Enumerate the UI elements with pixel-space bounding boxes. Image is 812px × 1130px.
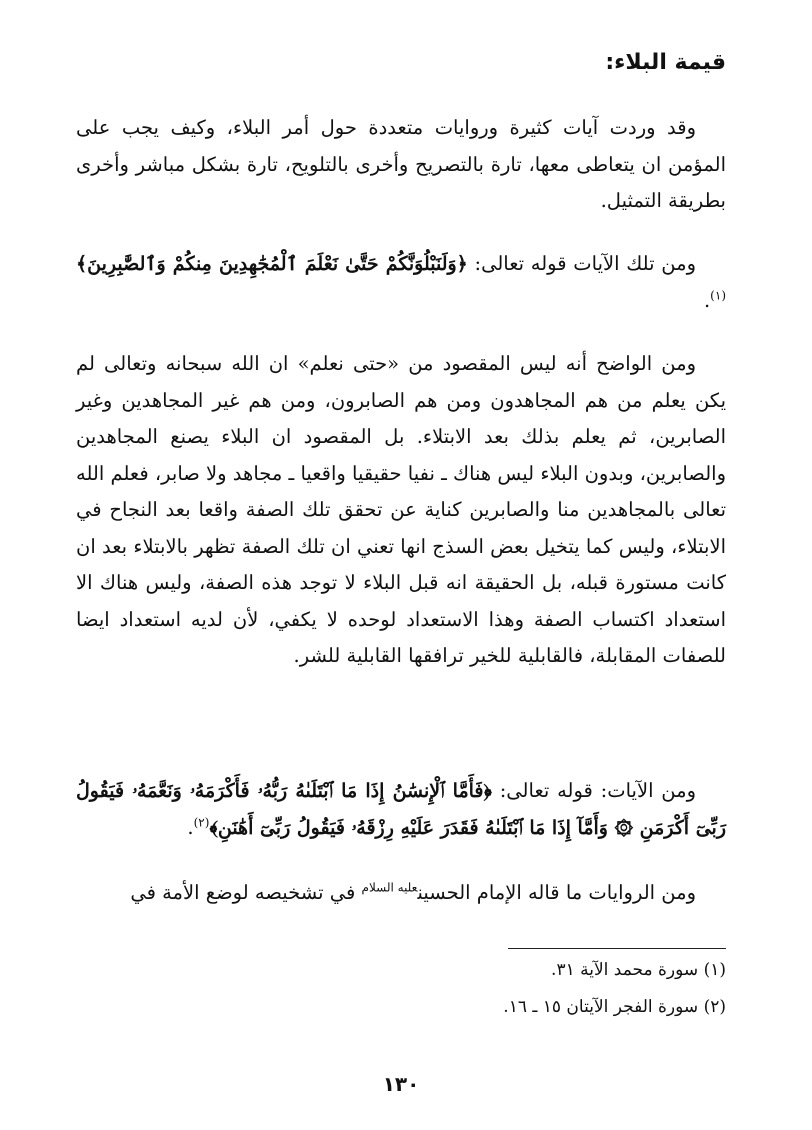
footnote-separator [508, 948, 726, 949]
paragraph-verse-2 [76, 773, 726, 846]
book-page [76, 40, 726, 1100]
narration-text-end: في تشخيصه لوضع الأمة في [130, 881, 362, 904]
narration-text-start: ومن الروايات ما قاله الإمام الحسين [417, 881, 696, 904]
verse-intro-text: ومن تلك الآيات قوله تعالى: [467, 252, 696, 275]
paragraph-verse-1 [76, 246, 726, 319]
page-number: ١٣٠ [382, 1072, 420, 1096]
honorific-mark: عليه السلام [361, 880, 418, 895]
footnote-1: (١) سورة محمد الآية ٣١. [551, 960, 726, 980]
verse-end-mark: . [187, 815, 194, 839]
footnote-ref-1: (١) [710, 288, 726, 302]
section-heading: قيمة البلاء: [605, 50, 726, 75]
quran-verse-2: ﴿فَأَمَّا ٱلْإِنسَٰنُ إِذَا مَا ٱبْتَلَىٰهُ رَبُّهُۥ فَأَكْرَمَهُۥ وَنَعَّمَهُۥ فَيَقُولُ رَبِّىٓ أَكْرَمَنِ ۞ وَأَمَّآ إِذَا مَا ٱبْتَلَىٰهُ فَقَدَرَ عَلَيْهِ رِزْقَهُۥ فَيَقُولُ رَبِّىٓ أَهَٰنَنِ﴾ [76, 780, 726, 839]
footnote-2: (٢) سورة الفجر الآيتان ١٥ ـ ١٦. [503, 997, 726, 1017]
verse-intro-text: ومن الآيات: قوله تعالى: [491, 779, 696, 802]
footnote-ref-2: (٢) [193, 815, 210, 829]
verse-end-mark: . [703, 288, 711, 312]
paragraph-explanation: ومن الواضح أنه ليس المقصود من «حتى نعلم» ان الله سبحانه وتعالى لم يكن يعلم من هم المجاهدون ومن هم الصابرون، ومن هم غير المجاهدين وغير الصابرين، ثم يعلم بذلك بعد الابتلاء. بل المقصود ان البلاء يصنع المجاهدين والصابرين، وبدون البلاء ليس هناك ـ نفيا حقيقيا واقعيا ـ مجاهد ولا صابر، فعلم الله تعالى بالمجاهدين منا والصابرين كناية عن تحقق تلك الصفة واقعا بعد النجاح في الابتلاء، وليس كما يتخيل بعض السذج انها تعني ان تلك الصفة تظهر بالابتلاء بعد ان كانت مستورة قبله، بل الحقيقة انه قبل البلاء لا توجد هذه الصفة، وليس هناك الا استعداد اكتساب الصفة وهذا الاستعداد لوحده لا يكفي، لأن لديه استعداد ايضا للصفات المقابلة، فالقابلية للخير ترافقها القابلية للشر. [76, 352, 726, 667]
paragraph-intro: وقد وردت آيات كثيرة وروايات متعددة حول أمر البلاء، وكيف يجب على المؤمن ان يتعاطى معها، تارة بالتصريح وأخرى بالتلويح، تارة بشكل مباشر وأخرى بطريقة التمثيل. [76, 116, 726, 212]
paragraph-narrations [76, 875, 726, 912]
quran-verse-1: ﴿وَلَنَبْلُوَنَّكُمْ حَتَّىٰ نَعْلَمَ ٱلْمُجَٰهِدِينَ مِنكُمْ وَٱلصَّٰبِرِينَ﴾ [76, 253, 468, 275]
